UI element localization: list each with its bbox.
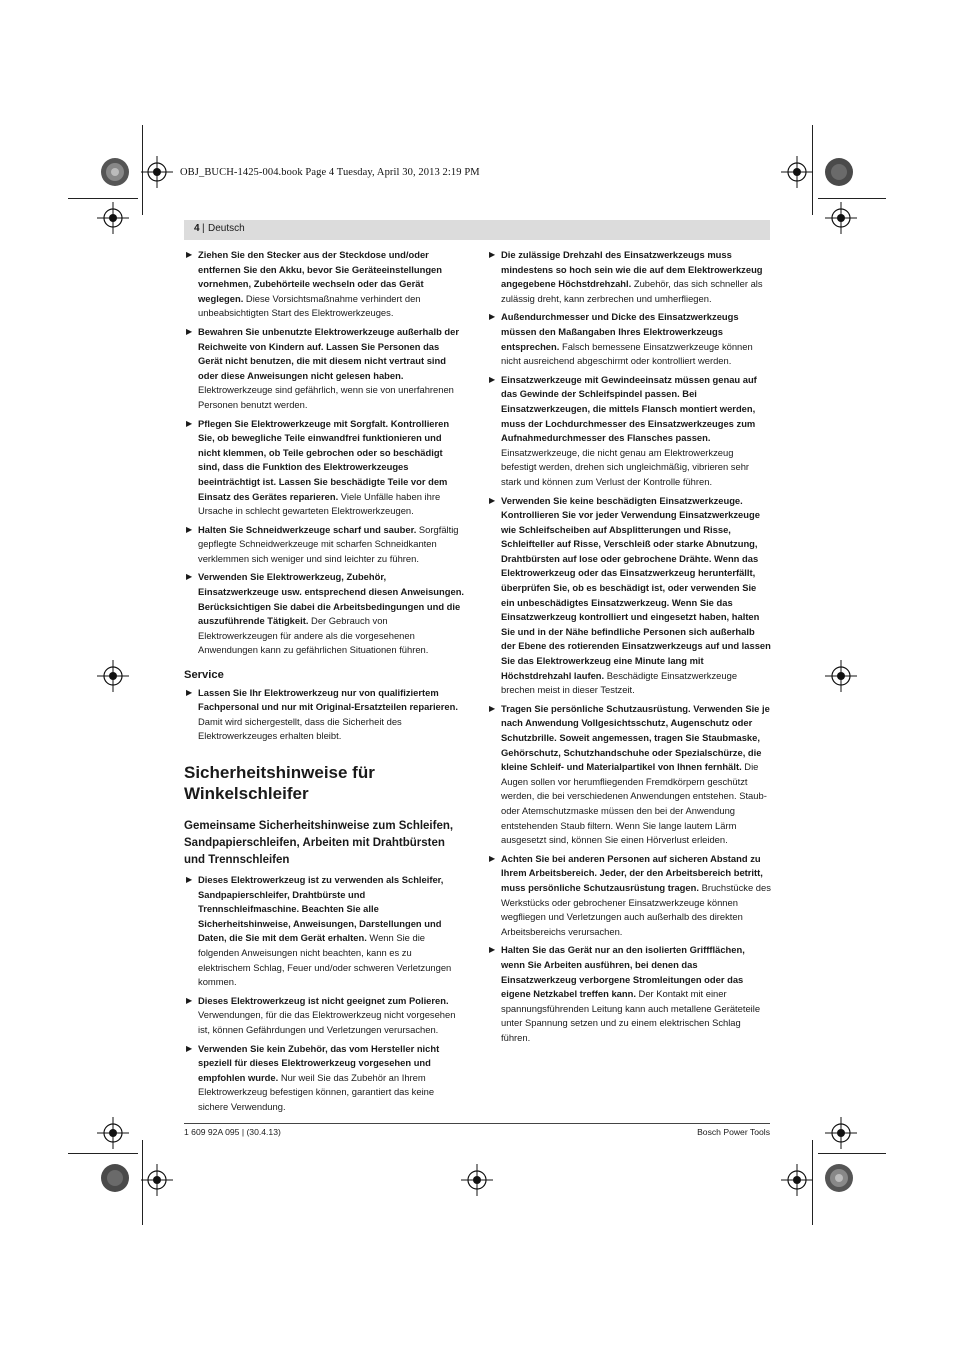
crop-line xyxy=(818,198,886,199)
list-item xyxy=(184,1042,466,1115)
bullet-bold-text: Pflegen Sie Elektrowerkzeuge mit Sorgfalt. Kontrollieren Sie, ob bewegliche Teile einwandfrei funktionieren und nicht klemmen, ob Teile gebrochen oder so beschädigt sind, dass die Funktion des Elektrowerkzeuges beeinträchtigt ist. Lassen Sie beschädigte Teile vor dem Einsatz des Gerätes reparieren. xyxy=(198,417,450,502)
footer-brand: Bosch Power Tools xyxy=(697,1127,770,1137)
registration-target-icon xyxy=(825,1117,857,1149)
bullet-list xyxy=(184,873,466,1115)
triangle-right-icon: ▶ xyxy=(186,250,193,259)
bullet-bold-text: Verwenden Sie Elektrowerkzeug, Zubehör, Einsatzwerkzeuge usw. entsprechend diesen Anweisungen. Berücksichtigen Sie dabei die Arbeitsbedingungen und die auszuführende Tätigkeit. xyxy=(198,571,465,627)
list-item xyxy=(184,570,466,658)
right-column xyxy=(487,248,771,1049)
triangle-right-icon: ▶ xyxy=(489,374,496,384)
bullet-bold-text: Achten Sie bei anderen Personen auf sicheren Abstand zu Ihrem Arbeitsbereich. Jeder, der den Arbeitsbereich betritt, muss persönliche Schutzausrüstung tragen. xyxy=(501,852,763,893)
header-language: Deutsch xyxy=(208,223,245,234)
crop-line xyxy=(68,1153,138,1154)
crop-line xyxy=(818,1153,886,1154)
color-circle-mark-icon xyxy=(100,1163,130,1193)
registration-target-icon xyxy=(825,660,857,692)
bullet-body-text: Sorgfältig gepflegte Schneidwerkzeuge mit scharfen Schneidkanten verklemmen sich weniger und sind leichter zu führen. xyxy=(198,523,459,564)
page-number: 4 xyxy=(194,223,200,234)
bullet-bold-text: Verwenden Sie kein Zubehör, das vom Hersteller nicht speziell für dieses Elektrowerkzeug vorgesehen und empfohlen wurde. xyxy=(198,1042,440,1083)
left-column xyxy=(184,248,466,1119)
list-item xyxy=(184,523,466,567)
bullet-bold-text: Dieses Elektrowerkzeug ist zu verwenden als Schleifer, Sandpapierschleifer, Drahtbürste und Trennschleifmaschine. Beachten Sie alle Sicherheitshinweise, Anweisungen, Darstellungen und Daten, die Sie mit dem Gerät erhalten. xyxy=(198,874,444,944)
registration-target-icon xyxy=(781,156,813,188)
registration-target-icon xyxy=(97,202,129,234)
bullet-bold-text: Tragen Sie persönliche Schutzausrüstung. Verwenden Sie je nach Anwendung Vollgesichtsschutz, Augenschutz oder Schutzbrille. Soweit angemessen, tragen Sie Staubmaske, Gehörschutz, Schutzhandschuhe oder Spezialschürze, die kleine Schleif- und Materialpartikel von Ihnen fernhält. xyxy=(501,702,770,773)
bullet-body-text: Zubehör, das sich schneller als zulässig dreht, kann zerbrechen und umherfliegen. xyxy=(501,278,763,304)
starburst-mark-icon xyxy=(100,157,130,187)
registration-target-icon xyxy=(461,1164,493,1196)
registration-target-icon xyxy=(781,1164,813,1196)
triangle-right-icon: ▶ xyxy=(489,495,496,505)
bullet-body-text: Bruchstücke des Werkstücks oder gebrochener Einsatzwerkzeuge können wegfliegen und Verletzungen auch außerhalb des direkten Arbeitsbereichs verursachen. xyxy=(501,881,771,937)
bullet-bold-text: Ziehen Sie den Stecker aus der Steckdose und/oder entfernen Sie den Akku, bevor Sie Geräteeinstellungen vornehmen, Zubehörteile wechseln oder das Gerät weglegen. xyxy=(198,249,442,304)
footer-doc-number: 1 609 92A 095 | (30.4.13) xyxy=(184,1127,281,1137)
color-circle-mark-icon xyxy=(824,157,854,187)
registration-target-icon xyxy=(825,202,857,234)
bullet-body-text: Damit wird sichergestellt, dass die Sicherheit des Elektrowerkzeuges erhalten bleibt. xyxy=(198,715,402,742)
bullet-bold-text: Außendurchmesser und Dicke des Einsatzwerkzeugs müssen den Maßangaben Ihres Elektrowerkzeugs entsprechen. xyxy=(501,311,739,352)
section-subtitle: Gemeinsame Sicherheitshinweise zum Schleifen, Sandpapierschleifen, Arbeiten mit Drahtbürsten und Trennschleifen xyxy=(184,820,454,866)
bullet-body-text: Viele Unfälle haben ihre Ursache in schlecht gewarteten Elektrowerkzeugen. xyxy=(198,490,441,517)
bullet-bold-text: Dieses Elektrowerkzeug ist nicht geeignet zum Polieren. xyxy=(198,994,449,1006)
bullet-body-text: Elektrowerkzeuge sind gefährlich, wenn sie von unerfahrenen Personen benutzt werden. xyxy=(198,384,454,410)
print-info: OBJ_BUCH-1425-004.book Page 4 Tuesday, April 30, 2013 2:19 PM xyxy=(180,167,480,178)
bullet-list xyxy=(487,248,771,1045)
list-item xyxy=(487,494,771,698)
bullet-list xyxy=(184,686,466,744)
registration-target-icon xyxy=(97,660,129,692)
bullet-body-text: Der Gebrauch von Elektrowerkzeugen für andere als die vorgesehenen Anwendungen kann zu gefährlichen Situationen führen. xyxy=(198,615,429,656)
bullet-body-text: Diese Vorsichtsmaßnahme verhindert den unbeabsichtigten Start des Elektrowerkzeuges. xyxy=(198,292,421,319)
triangle-right-icon: ▶ xyxy=(186,1043,193,1053)
bullet-body-text: Nur weil Sie das Zubehör an Ihrem Elektrowerkzeug befestigen können, garantiert das keine sichere Verwendung. xyxy=(198,1071,435,1112)
starburst-mark-icon xyxy=(824,1163,854,1193)
bullet-bold-text: Lassen Sie Ihr Elektrowerkzeug nur von qualifiziertem Fachpersonal und nur mit Original-Ersatzteilen reparieren. xyxy=(198,686,458,713)
triangle-right-icon: ▶ xyxy=(489,853,496,863)
bullet-body-text: Wenn Sie die folgenden Anweisungen nicht beachten, kann es zu elektrischem Schlag, Feuer und/oder schweren Verletzungen kommen. xyxy=(198,932,452,988)
registration-target-icon xyxy=(141,1164,173,1196)
footer-divider xyxy=(184,1123,770,1124)
section-title: Sicherheitshinweise für Winkelschleifer xyxy=(184,763,375,803)
triangle-right-icon: ▶ xyxy=(489,945,496,955)
triangle-right-icon: ▶ xyxy=(186,418,193,428)
list-item xyxy=(487,248,771,306)
registration-target-icon xyxy=(97,1117,129,1149)
bullet-bold-text: Halten Sie Schneidwerkzeuge scharf und sauber. xyxy=(198,523,417,535)
triangle-right-icon: ▶ xyxy=(186,572,193,582)
list-item xyxy=(184,325,466,413)
bullet-bold-text: Die zulässige Drehzahl des Einsatzwerkzeugs muss mindestens so hoch sein wie die auf dem Elektrowerkzeug angegebene Höchstdrehzahl. xyxy=(501,249,763,290)
triangle-right-icon: ▶ xyxy=(186,995,193,1005)
bullet-body-text: Beschädigte Einsatzwerkzeuge brechen meist in dieser Testzeit. xyxy=(501,669,738,696)
list-item xyxy=(487,702,771,848)
list-item xyxy=(184,686,466,744)
triangle-right-icon: ▶ xyxy=(186,326,193,336)
bullet-body-text: Verwendungen, für die das Elektrowerkzeug nicht vorgesehen ist, können Gefährdungen und Verletzungen verursachen. xyxy=(198,1009,456,1035)
bullet-body-text: Einsatzwerkzeuge, die nicht genau am Elektrowerkzeug befestigt werden, drehen sich ungleichmäßig, vibrieren sehr stark und können zum Verlust der Kontrolle führen. xyxy=(501,446,750,487)
bullet-list xyxy=(184,248,466,658)
triangle-right-icon: ▶ xyxy=(489,703,496,713)
list-item xyxy=(487,943,771,1045)
list-item xyxy=(487,310,771,368)
bullet-body-text: Der Kontakt mit einer spannungsführenden Leitung kann auch metallene Geräteteile unter Spannung setzen und zu einem elektrischen Schlag führen. xyxy=(501,988,761,1043)
header-separator: | xyxy=(202,223,205,234)
crop-line xyxy=(68,198,138,199)
triangle-right-icon: ▶ xyxy=(186,875,193,884)
list-item xyxy=(184,994,466,1038)
bullet-bold-text: Einsatzwerkzeuge mit Gewindeeinsatz müssen genau auf das Gewinde der Schleifspindel passen. Bei Einsatzwerkzeugen, die mittels Flansch montiert werden, muss der Lochdurchmesser des Einsatzwerkzeuges zum Aufnahmedurchmesser des Flansches passen. xyxy=(501,373,757,444)
bullet-body-text: Falsch bemessene Einsatzwerkzeuge können nicht ausreichend abgeschirmt oder kontrolliert werden. xyxy=(501,340,753,367)
list-item xyxy=(184,417,466,519)
bullet-bold-text: Halten Sie das Gerät nur an den isolierten Griffflächen, wenn Sie Arbeiten ausführen, bei denen das Einsatzwerkzeug verborgene Stromleitungen oder das eigene Netzkabel treffen kann. xyxy=(501,944,745,1000)
bullet-bold-text: Bewahren Sie unbenutzte Elektrowerkzeuge außerhalb der Reichweite von Kindern auf. Lassen Sie Personen das Gerät nicht benutzen, die mit diesem nicht vertraut sind oder diese Anweisungen nicht gelesen haben. xyxy=(198,325,460,381)
bullet-body-text: Die Augen sollen vor herumfliegenden Fremdkörpern geschützt werden, die bei verschiedenen Anwendungen entstehen. Staub- oder Atemschutzmaske müssen den bei der Anwendung entstehenden Staub filtern. Wenn Sie lange lautem Lärm ausgesetzt sind, können Sie einen Hörverlust erleiden. xyxy=(501,761,767,846)
list-item xyxy=(184,873,466,990)
bullet-bold-text: Verwenden Sie keine beschädigten Einsatzwerkzeuge. Kontrollieren Sie vor jeder Verwendung Einsatzwerkzeuge wie Schleifscheiben auf Absplitterungen und Risse, Schleifteller auf Risse, Verschleiß oder starke Abnutzung, Drahtbürsten auf lose oder gebrochene Drähte. Wenn das Elektrowerkzeug oder das Einsatzwerkzeug herunterfällt, überprüfen Sie, ob es beschädigt ist, oder verwenden Sie ein unbeschädigtes Einsatzwerkzeug. Wenn Sie das Einsatzwerkzeug kontrolliert und eingesetzt haben, halten Sie und in der Nähe befindliche Personen sich außerhalb der Ebene des rotierenden Einsatzwerkzeugs auf und lassen Sie das Elektrowerkzeug eine Minute lang mit Höchstdrehzahl laufen. xyxy=(501,494,771,681)
list-item xyxy=(487,373,771,490)
triangle-right-icon: ▶ xyxy=(489,312,496,322)
service-heading: Service xyxy=(184,669,224,682)
list-item xyxy=(184,248,466,321)
list-item xyxy=(487,852,771,940)
triangle-right-icon: ▶ xyxy=(186,524,193,534)
page-header xyxy=(184,220,770,240)
triangle-right-icon: ▶ xyxy=(489,250,496,259)
registration-target-icon xyxy=(141,156,173,188)
triangle-right-icon: ▶ xyxy=(186,687,193,697)
